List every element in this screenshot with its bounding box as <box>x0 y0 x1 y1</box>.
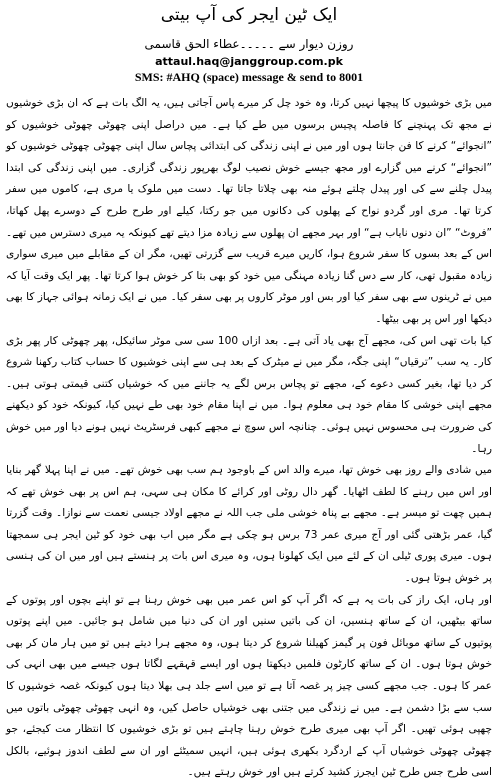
article-page <box>0 2 498 779</box>
article-paragraph: میں شادی والے روز بھی خوش تھا، میرے والد اس کے باوجود ہم سب بھی خوش تھے۔ میں نے اپنا پہلا گھر بنایا اور اس میں رہنے کا لطف اٹھایا۔ گھر دال روٹی اور کرائے کا مکان ہی سہی، ہم اس پر بھی خوش تھے کہ ہمیں چھت تو میسر ہے۔ مجھے بے پناہ خوشی ملی جب اللہ نے مجھے اولاد جیسی نعمت سے نوازا۔ وقت گزرتا گیا، عمر بڑھتی گئی اور آج میری عمر 73 برس ہو چکی ہے مگر میں اب بھی خود کو ٹین ایجر ہی سمجھتا ہوں۔ میری پوری ٹیلی ان کے لئے میں ایک کھلونا ہوں، وہ میری اس بات پر ہنستے ہیں اور میں ان کی ہنسی پر خوش ہوتا ہوں۔ <box>6 464 492 585</box>
article-body <box>6 93 492 779</box>
author-email: attaul.haq@janggroup.com.pk <box>155 55 343 68</box>
article-headline: ایک ٹین ایجر کی آپ بیتی <box>160 5 338 25</box>
article-paragraph: اور ہاں، ایک راز کی بات یہ ہے کہ اگر آپ کو اس عمر میں بھی خوش رہنا ہے تو اپنے بچوں اور پوتوں کے ساتھ بیٹھیں، ان کے ساتھ ہنسیں، ان کی باتیں سنیں اور ان کی دنیا میں شامل ہو جائیں۔ میں اپنے پوتوں پوتیوں کے ساتھ موبائل فون پر گیمز کھیلنا شروع کر دیتا ہوں، وہ مجھے ہرا دیتے ہیں تو میں ہار مان کر بھی خوش ہوتا ہوں۔ ان کے ساتھ کارٹون فلمیں دیکھتا ہوں اور ایسے قہقہے لگاتا ہوں جیسے میں بھی انہی کی عمر کا ہوں۔ جب مجھے کسی چیز پر غصہ آتا ہے تو میں اسے جلد ہی بھلا دیتا ہوں کیونکہ غصہ خوشیوں کا سب سے بڑا دشمن ہے۔ میں نے زندگی میں جتنی بھی خوشیاں حاصل کیں، وہ انہی چھوٹی چھوٹی باتوں میں چھپی ہوئی تھیں۔ اگر آپ بھی میری طرح خوش رہنا چاہتے ہیں تو بڑی خوشیوں کا انتظار مت کیجئے، جو چھوٹی چھوٹی خوشیاں آپ کے اردگرد بکھری ہوئی ہیں، انہیں سمیٹئے اور ان سے لطف اندوز ہوئیے، بالکل اسی طرح جس طرح ٹین ایجرز کشید کرتے ہیں اور خوش رہتے ہیں۔ <box>6 593 492 779</box>
sms-instructions: SMS: #AHQ (space) message & send to 8001 <box>134 70 364 84</box>
article-paragraph: کیا بات تھی اس کی، مجھے آج بھی یاد آتی ہے۔ بعد ازاں 100 سی سی موٹر سائیکل، پھر چھوٹی کار پھر بڑی کار۔ یہ سب ”ترقیاں“ اپنی جگہ، مگر میں نے میٹرک کے بعد ہی سے اپنی خوشیوں کا حساب کتاب رکھنا شروع کر دیا تھا، بغیر کسی دعوے کے، مجھے تو پچاس برس لگے یہ جاننے میں کہ خوشیاں کتنی قیمتی ہوتی ہیں۔ مجھے اپنی خوشی کا مقام خود ہی معلوم ہوا۔ میں نے اپنا مقام خود بھی طے نہیں کیا، کیونکہ خود کو دیکھنے کی ضرورت ہی محسوس نہیں ہوئی۔ چنانچہ اس سوچ نے مجھے کبھی فرسٹریٹ نہیں ہونے دیا اور میں خوش رہا۔ <box>6 334 492 455</box>
article-paragraph: میں بڑی خوشیوں کا پیچھا نہیں کرتا، وہ خود چل کر میرے پاس آجاتی ہیں، یہ الگ بات ہے کہ ان بڑی خوشیوں نے مجھ تک پہنچنے کا فاصلہ پچیس برسوں میں طے کیا ہے۔ میں دراصل اپنی چھوٹی چھوٹی خوشیوں کو ”انجوائے“ کرنے کا فن جانتا ہوں اور میں نے اپنی زندگی کی ابتدائی پچاس سال اپنی چھوٹی چھوٹی خوشیوں کو ”انجوائے“ کرنے میں گزارے اور مجھ جیسے خوش نصیب لوگ بھرپور زندگی گزاری۔ میں اپنی زندگی کی ابتدا پیدل چلنے سے کی اور پیدل چلتے ہوئے منہ بھی چلاتا جاتا تھا۔ دست میں ملوک یا مری ہے، کاموں میں سفر کرتا تھا۔ مری اور گردو نواح کے پھلوں کی دکانوں میں جو رکتا، کیلے اور طرح طرح کے دوسرے پھل کھاتا، ”فروٹ“ ”ان دنوں نایاب ہے“ اور بہر مجھے ان پھلوں سے زیادہ مزا دیتے تھے کیونکہ یہ میری دسترس میں تھے۔ اس کے بعد بسوں کا سفر شروع ہوا، کاریں میرے قریب سے گزرتی تھیں، مگر ان کے مقابلے میں میری سواری زیادہ مقبول تھی، کار سے دس گنا زیادہ مہنگی میں خود کو بھی بتا کر خوش ہوا کرتا تھا۔ پھر ایک وقت آیا کہ میں نے ٹرینوں سے بھی سفر کیا اور بس اور موٹر کاروں پر بھی سفر کیا۔ میں نے ایک زمانہ ہوائی جہاز کا بھی دیکھا اور اس پر بھی بیٹھا۔ <box>6 97 492 325</box>
column-byline: روزن دیوار سے ۔۔۔۔۔عطاء الحق قاسمی <box>144 37 354 51</box>
